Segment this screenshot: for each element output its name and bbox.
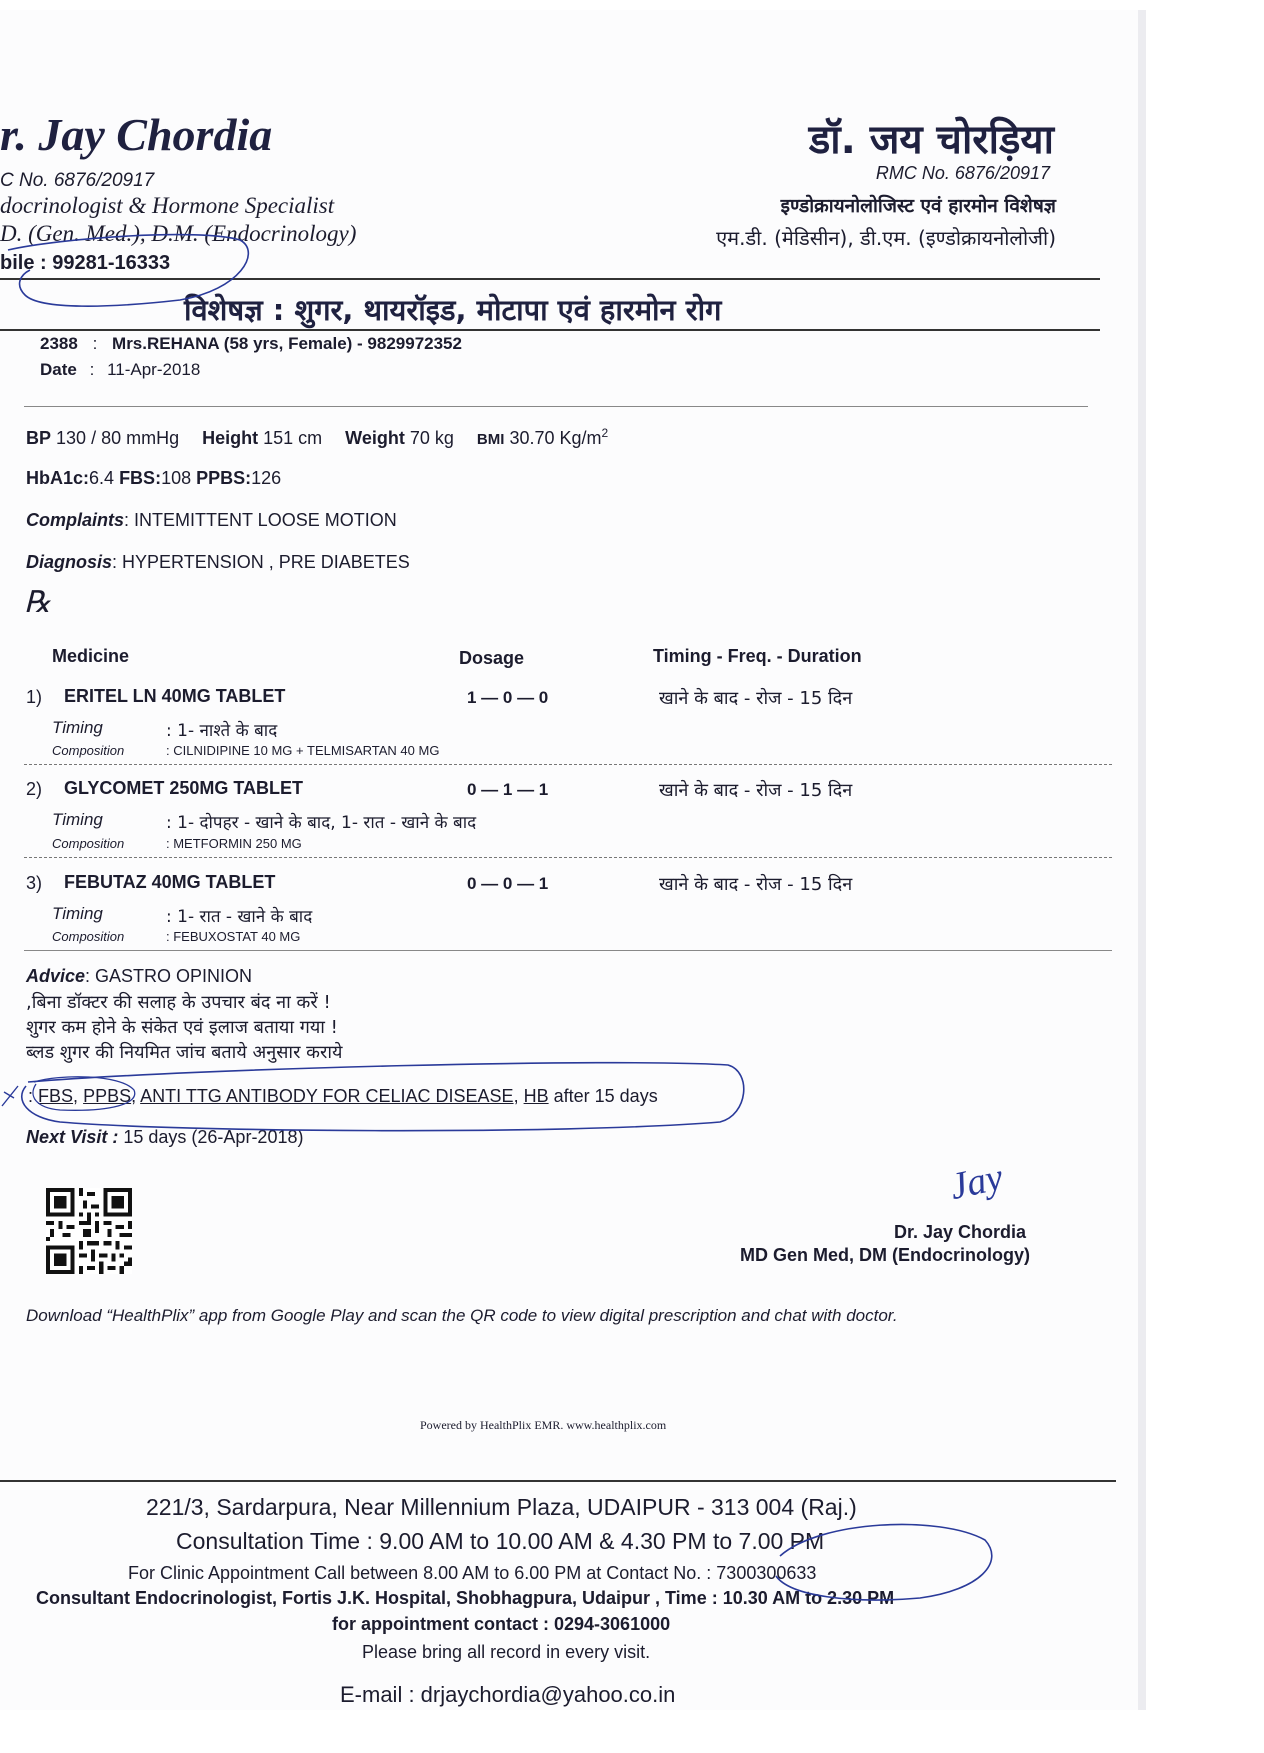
medicine-3-num: 3) (26, 873, 43, 893)
diagnosis-label: Diagnosis (26, 552, 113, 572)
degrees-en: D. (Gen. Med.), D.M. (Endocrinology) (0, 221, 357, 246)
footer-rule (0, 1480, 1116, 1482)
footer-fortis: Consultant Endocrinologist, Fortis J.K. Hospital, Shobhagpura, Udaipur , Time : 10.30 AM to 2.30 PM (36, 1588, 895, 1608)
signature-name: Dr. Jay Chordia (893, 1222, 1026, 1242)
advice-label: Advice (26, 966, 86, 986)
medicine-1-num: 1) (26, 687, 43, 707)
powered-by: Powered by HealthPlix EMR. www.healthplix.com (420, 1418, 667, 1432)
bp-label: BP (26, 428, 52, 448)
footer-consultation: Consultation Time : 9.00 AM to 10.00 AM & 4.30 PM to 7.00 PM (176, 1528, 825, 1554)
date-line (40, 360, 200, 380)
test-anti-ttg: ANTI TTG ANTIBODY FOR CELIAC DISEASE (140, 1086, 514, 1106)
bmi-unit-sup: 2 (601, 426, 609, 440)
tests-suffix: after 15 days (553, 1086, 658, 1106)
advice-line-3: ब्लड शुगर की नियमित जांच बताये अनुसार कराये (26, 1042, 343, 1063)
next-visit-value: 15 days (26-Apr-2018) (123, 1127, 304, 1147)
medicine-1-timing: : 1- नाश्ते के बाद (166, 721, 278, 741)
date-sep: : (89, 360, 95, 379)
page-edge-shadow (1138, 10, 1146, 1710)
complaints-value: : INTEMITTENT LOOSE MOTION (124, 510, 397, 530)
signature-scribble: Jay (946, 1155, 1007, 1209)
medicine-1-timing-label: Timing (52, 718, 103, 737)
labs-line (26, 468, 281, 489)
vitals-line (26, 426, 608, 449)
weight-value: 70 kg (409, 428, 454, 448)
complaints-label: Complaints (26, 510, 125, 530)
header-timing: Timing - Freq. - Duration (653, 646, 862, 666)
tests-sep-2: , (131, 1086, 137, 1106)
prescription-date: 11-Apr-2018 (107, 360, 201, 379)
reg-no-en: C No. 6876/20917 (0, 170, 155, 191)
tests-prefix: : (28, 1086, 34, 1106)
prescription-sheet (0, 10, 1138, 1710)
ppbs-label: PPBS: (196, 468, 252, 488)
medicine-1-composition: : CILNIDIPINE 10 MG + TELMISARTAN 40 MG (166, 743, 440, 758)
medicine-2-dosage: 0 — 1 — 1 (467, 780, 549, 799)
medicine-3-timing: : 1- रात - खाने के बाद (166, 907, 313, 927)
advice-line-2: शुगर कम होने के संकेत एवं इलाज बताया गया ! (26, 1017, 338, 1038)
complaints-line (26, 510, 397, 531)
bmi-label: BMI (476, 431, 505, 448)
bmi-value: 30.70 Kg/m (509, 428, 602, 448)
degrees-hi: एम.डी. (मेडिसीन), डी.एम. (इण्डोक्रायनोलोजी) (716, 226, 1056, 250)
medicine-1-composition-label: Composition (52, 743, 125, 758)
footer-appointment: For Clinic Appointment Call between 8.00 AM to 6.00 PM at Contact No. : 7300300633 (128, 1563, 817, 1583)
patient-id: 2388 (40, 334, 78, 353)
tests-line (28, 1086, 658, 1107)
advice-line (26, 966, 252, 987)
medicine-3-timing-label: Timing (52, 904, 103, 923)
signature-degrees: MD Gen Med, DM (Endocrinology) (740, 1245, 1030, 1265)
test-hb: HB (523, 1086, 549, 1106)
ppbs-value: 126 (251, 468, 282, 488)
medicine-3-dosage: 0 — 0 — 1 (467, 874, 549, 893)
medicine-3-rule (24, 950, 1112, 951)
medicine-3-composition: : FEBUXOSTAT 40 MG (166, 929, 301, 944)
header-rule-bottom (0, 329, 1100, 331)
header-medicine: Medicine (52, 646, 130, 666)
patient-line (40, 334, 462, 354)
footer-email: E-mail : drjaychordia@yahoo.co.in (340, 1682, 676, 1707)
patient-rule (24, 406, 1088, 407)
advice-value: : GASTRO OPINION (85, 966, 253, 986)
tests-sep-3: , (513, 1086, 519, 1106)
medicine-1-dosage: 1 — 0 — 0 (467, 688, 549, 707)
date-label: Date (40, 360, 77, 379)
rx-icon: ℞ (24, 586, 51, 619)
next-visit-line (26, 1127, 303, 1148)
footer-address: 221/3, Sardarpura, Near Millennium Plaza, UDAIPUR - 313 004 (Raj.) (146, 1494, 857, 1520)
medicine-2-schedule: खाने के बाद - रोज - 15 दिन (659, 780, 853, 801)
medicine-2-num: 2) (26, 779, 43, 799)
patient-details: Mrs.REHANA (58 yrs, Female) - 9829972352 (112, 334, 462, 353)
medicine-2-composition: : METFORMIN 250 MG (166, 836, 302, 851)
medicine-3-name: FEBUTAZ 40MG TABLET (64, 872, 276, 892)
footer-bring-records: Please bring all record in every visit. (362, 1642, 651, 1662)
mobile-number: bile : 99281-16333 (0, 252, 171, 274)
tests-sep-1: , (73, 1086, 79, 1106)
medicine-2-rule (24, 857, 1112, 858)
height-label: Height (202, 428, 259, 448)
download-note: Download “HealthPlix” app from Google Play and scan the QR code to view digital prescription and chat with doctor. (26, 1306, 898, 1325)
test-fbs: FBS (38, 1086, 74, 1106)
medicine-3-schedule: खाने के बाद - रोज - 15 दिन (659, 874, 853, 895)
medicine-1-rule (24, 764, 1112, 765)
test-ppbs: PPBS (83, 1086, 132, 1106)
hba1c-value: 6.4 (89, 468, 115, 488)
patient-id-sep: : (92, 334, 98, 353)
medicine-2-timing: : 1- दोपहर - खाने के बाद, 1- रात - खाने के बाद (166, 813, 477, 833)
header-dosage: Dosage (459, 648, 525, 668)
next-visit-label: Next Visit : (26, 1127, 119, 1147)
fbs-label: FBS: (119, 468, 162, 488)
doctor-name-en: r. Jay Chordia (0, 109, 273, 160)
qr-code-icon (46, 1188, 132, 1274)
medicine-1-schedule: खाने के बाद - रोज - 15 दिन (659, 688, 853, 709)
footer-fortis-contact: for appointment contact : 0294-3061000 (332, 1614, 671, 1634)
medicine-2-name: GLYCOMET 250MG TABLET (64, 778, 304, 798)
medicine-3-composition-label: Composition (52, 929, 125, 944)
hba1c-label: HbA1c: (26, 468, 90, 488)
diagnosis-line (26, 552, 410, 573)
specialty-banner: विशेषज्ञ : शुगर, थायरॉइड, मोटापा एवं हारमोन रोग (184, 293, 722, 327)
specialty-hi: इण्डोक्रायनोलोजिस्ट एवं हारमोन विशेषज्ञ (780, 195, 1056, 217)
bp-value: 130 / 80 mmHg (56, 428, 180, 448)
height-value: 151 cm (263, 428, 323, 448)
doctor-name-hi: डॉ. जय चोरड़िया (808, 117, 1054, 163)
advice-line-1: ,बिना डॉक्टर की सलाह के उपचार बंद ना करें ! (26, 992, 331, 1013)
header-rule-top (0, 278, 1100, 280)
medicine-1-name: ERITEL LN 40MG TABLET (64, 686, 286, 706)
specialty-en: docrinologist & Hormone Specialist (0, 193, 335, 218)
medicine-2-timing-label: Timing (52, 810, 103, 829)
weight-label: Weight (345, 428, 405, 448)
medicine-2-composition-label: Composition (52, 836, 125, 851)
reg-no-hi: RMC No. 6876/20917 (875, 163, 1050, 183)
diagnosis-value: : HYPERTENSION , PRE DIABETES (112, 552, 410, 572)
fbs-value: 108 (161, 468, 192, 488)
